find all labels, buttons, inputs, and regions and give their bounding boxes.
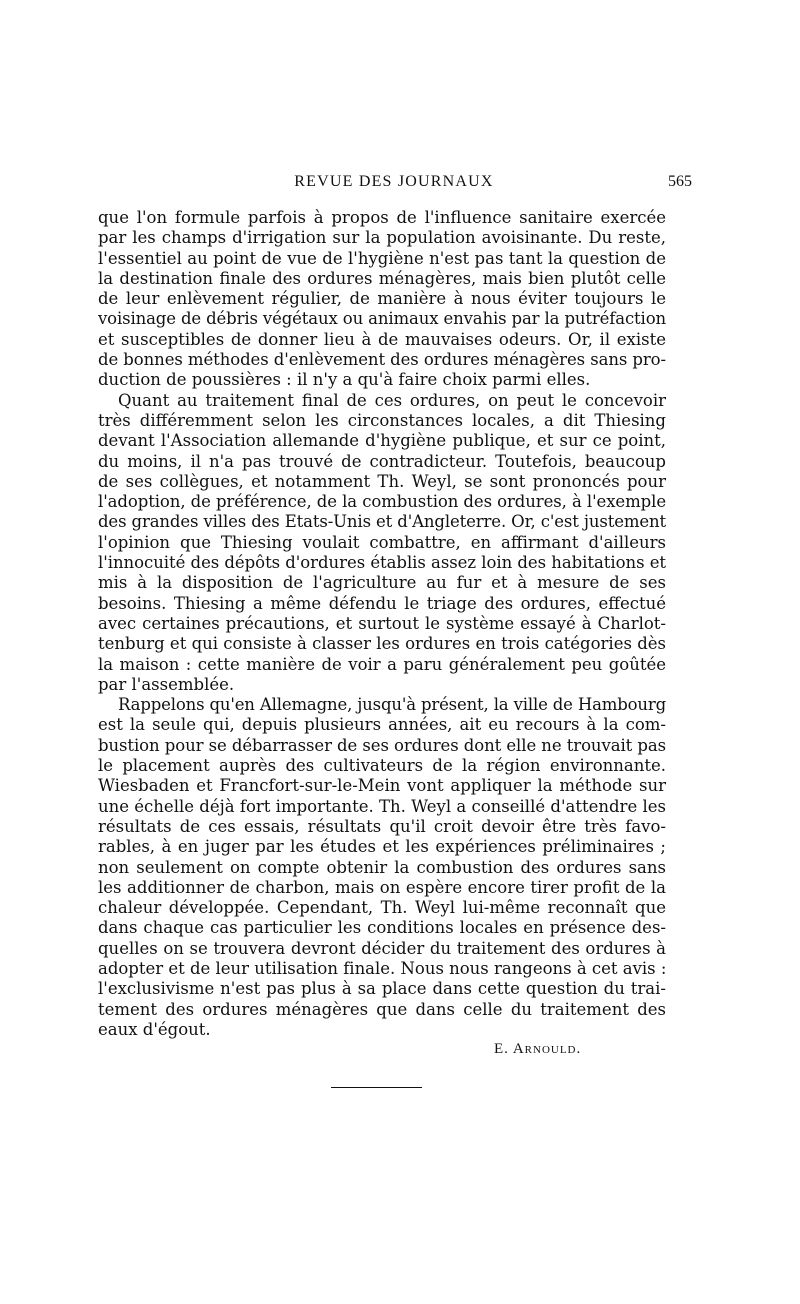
text-line: une échelle déjà fort importante. Th. Weyl a conseillé d'attendre les (98, 796, 666, 816)
text-line: de bonnes méthodes d'enlèvement des ordures ménagères sans pro- (98, 350, 667, 370)
text-line: tenburg et qui consiste à classer les ordures en trois catégories dès (98, 634, 666, 654)
text-line: l'exclusivisme n'est pas plus à sa place dans cette question du trai- (98, 979, 666, 999)
text-line: l'adoption, de préférence, de la combustion des ordures, à l'exemple (98, 492, 667, 512)
text-line: duction de poussières : il n'y a qu'à faire choix parmi elles. (98, 370, 591, 390)
article-body (98, 208, 666, 1040)
text-line: l'essentiel au point de vue de l'hygiène n'est pas tant la question de (98, 248, 666, 268)
text-line: l'innocuité des dépôts d'ordures établis assez loin des habitations et (98, 553, 667, 573)
paragraph (98, 695, 666, 1040)
text-line: par l'assemblée. (98, 674, 235, 694)
text-line: Quant au traitement final de ces ordures, on peut le concevoir (118, 390, 666, 410)
text-line: rables, à en juger par les études et les expériences préliminaires ; (98, 837, 666, 857)
journal-title: REVUE DES JOURNAUX (294, 173, 494, 190)
text-line: adopter et de leur utilisation finale. Nous nous rangeons à cet avis : (98, 958, 667, 978)
text-line: du moins, il n'a pas trouvé de contradicteur. Toutefois, beaucoup (98, 451, 666, 471)
section-divider (331, 1087, 422, 1088)
text-line: chaleur développée. Cependant, Th. Weyl lui-même reconnaît que (98, 898, 666, 918)
text-line: Rappelons qu'en Allemagne, jusqu'à présent, la ville de Hambourg (118, 695, 666, 715)
page-number: 565 (668, 173, 692, 190)
text-line: l'opinion que Thiesing voulait combattre, en affirmant d'ailleurs (98, 532, 666, 552)
text-line: les additionner de charbon, mais on espère encore tirer profit de la (98, 877, 666, 897)
text-line: de ses collègues, et notamment Th. Weyl, se sont prononcés pour (98, 471, 666, 491)
text-line: de leur enlèvement régulier, de manière à nous éviter toujours le (98, 289, 666, 309)
author-signature: E. Arnould. (494, 1041, 582, 1057)
text-line: Wiesbaden et Francfort-sur-le-Mein vont appliquer la méthode sur (98, 776, 666, 796)
text-line: avec certaines précautions, et surtout le système essayé à Charlot- (98, 613, 666, 633)
text-line: et susceptibles de donner lieu à de mauvaises odeurs. Or, il existe (98, 329, 666, 349)
text-line: voisinage de débris végétaux ou animaux envahis par la putréfaction (98, 309, 666, 329)
text-line: la destination finale des ordures ménagères, mais bien plutôt celle (98, 268, 666, 288)
text-line: par les champs d'irrigation sur la population avoisinante. Du reste, (98, 228, 666, 248)
text-line: que l'on formule parfois à propos de l'influence sanitaire exercée (98, 208, 666, 227)
text-line: devant l'Association allemande d'hygiène publique, et sur ce point, (98, 431, 666, 451)
text-line: des grandes villes des Etats-Unis et d'Angleterre. Or, c'est justement (98, 512, 666, 532)
text-line: est la seule qui, depuis plusieurs années, ait eu recours à la com- (98, 715, 666, 735)
paragraph (98, 391, 666, 695)
paragraph (98, 208, 666, 391)
text-line: eaux d'égout. (98, 1019, 211, 1039)
text-line: très différemment selon les circonstances locales, a dit Thiesing (98, 410, 666, 430)
text-line: dans chaque cas particulier les conditions locales en présence des- (98, 918, 666, 938)
text-line: quelles on se trouvera devront décider du traitement des ordures à (98, 938, 666, 958)
text-line: le placement auprès des cultivateurs de la région environnante. (98, 756, 666, 776)
text-line: bustion pour se débarrasser de ses ordures dont elle ne trouvait pas (98, 735, 667, 755)
text-line: tement des ordures ménagères que dans celle du traitement des (98, 999, 666, 1019)
text-line: mis à la disposition de l'agriculture au fur et à mesure de ses (98, 573, 666, 593)
text-line: la maison : cette manière de voir a paru généralement peu goûtée (98, 654, 666, 674)
text-line: résultats de ces essais, résultats qu'il croit devoir être très favo- (98, 816, 666, 836)
running-head (96, 173, 692, 195)
text-line: besoins. Thiesing a même défendu le triage des ordures, effectué (98, 593, 666, 613)
text-line: non seulement on compte obtenir la combustion des ordures sans (98, 857, 666, 877)
